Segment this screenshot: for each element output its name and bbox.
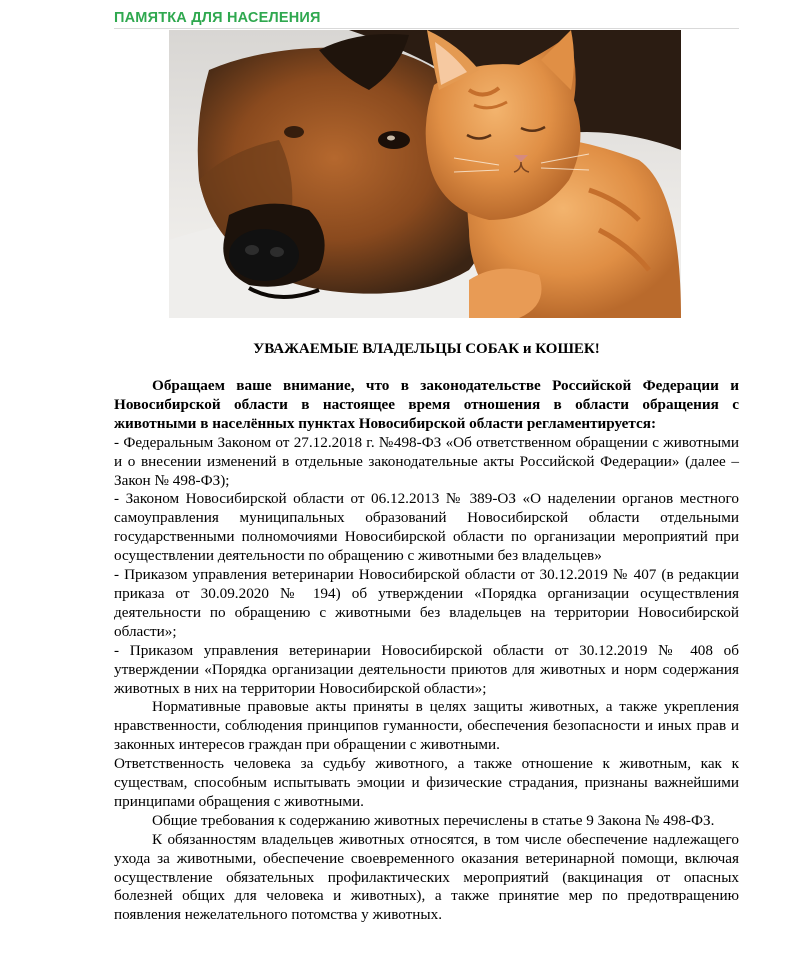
page-header-title: ПАМЯТКА ДЛЯ НАСЕЛЕНИЯ <box>114 10 321 26</box>
paragraph-duties: К обязанностям владельцев животных относятся, в том числе обеспечение надлежащего ухода за животными, обеспечение своевременного оказания ветеринарной помощи, включая осуществление обязательных профилактических мероприятий (вакцинация от опасных болезней общих для человека и животных), а также принятие мер по предотвращению появления нежелательного потомства у животных. <box>114 830 739 924</box>
paragraph-requirements: Общие требования к содержанию животных перечислены в статье 9 Закона № 498-ФЗ. <box>152 811 715 829</box>
header-divider <box>114 28 739 29</box>
paragraph-responsibility: Ответственность человека за судьбу животного, а также отношение к животным, как к существам, способным испытывать эмоции и физические страдания, признаны важнейшими принципами обращения с животными. <box>114 755 739 810</box>
list-item: - Законом Новосибирской области от 06.12.2013 № 389-ОЗ «О наделении органов местного самоуправления муниципальных образований Новосибирской области отдельными государственными полномочиями Новосибирской области по организации мероприятий при осуществлении деятельности по обращению с животными без владельцев» <box>114 490 739 565</box>
dog-and-cat-photo <box>169 30 681 318</box>
page-heading: УВАЖАЕМЫЕ ВЛАДЕЛЬЦЫ СОБАК и КОШЕК! <box>253 341 600 357</box>
intro-paragraph: Обращаем ваше внимание, что в законодательстве Российской Федерации и Новосибирской области в настоящее время отношения в области обращения с животными в населённых пунктах Новосибирской области регламентируется: <box>114 377 739 432</box>
document-body <box>114 377 739 925</box>
document-page <box>114 0 739 924</box>
list-item: - Приказом управления ветеринарии Новосибирской области от 30.12.2019 № 407 (в редакции приказа от 30.09.2020 № 194) об утверждении «Порядка организации осуществления деятельности по обращению с животными без владельцев на территории Новосибирской области»; <box>114 566 739 640</box>
paragraph-purpose: Нормативные правовые акты приняты в целях защиты животных, а также укрепления нравственности, соблюдения принципов гуманности, обеспечения безопасности и иных прав и законных интересов граждан при обращении с животными. <box>114 698 739 754</box>
list-item: - Приказом управления ветеринарии Новосибирской области от 30.12.2019 № 408 об утверждении «Порядка организации деятельности приютов для животных и норм содержания животных в них на территории Новосибирской области»; <box>114 641 739 697</box>
list-item: - Федеральным Законом от 27.12.2018 г. №498-ФЗ «Об ответственном обращении с животными и о внесении изменений в отдельные законодательные акты Российской Федерации» (далее – Закон № 498-ФЗ); <box>114 433 739 489</box>
